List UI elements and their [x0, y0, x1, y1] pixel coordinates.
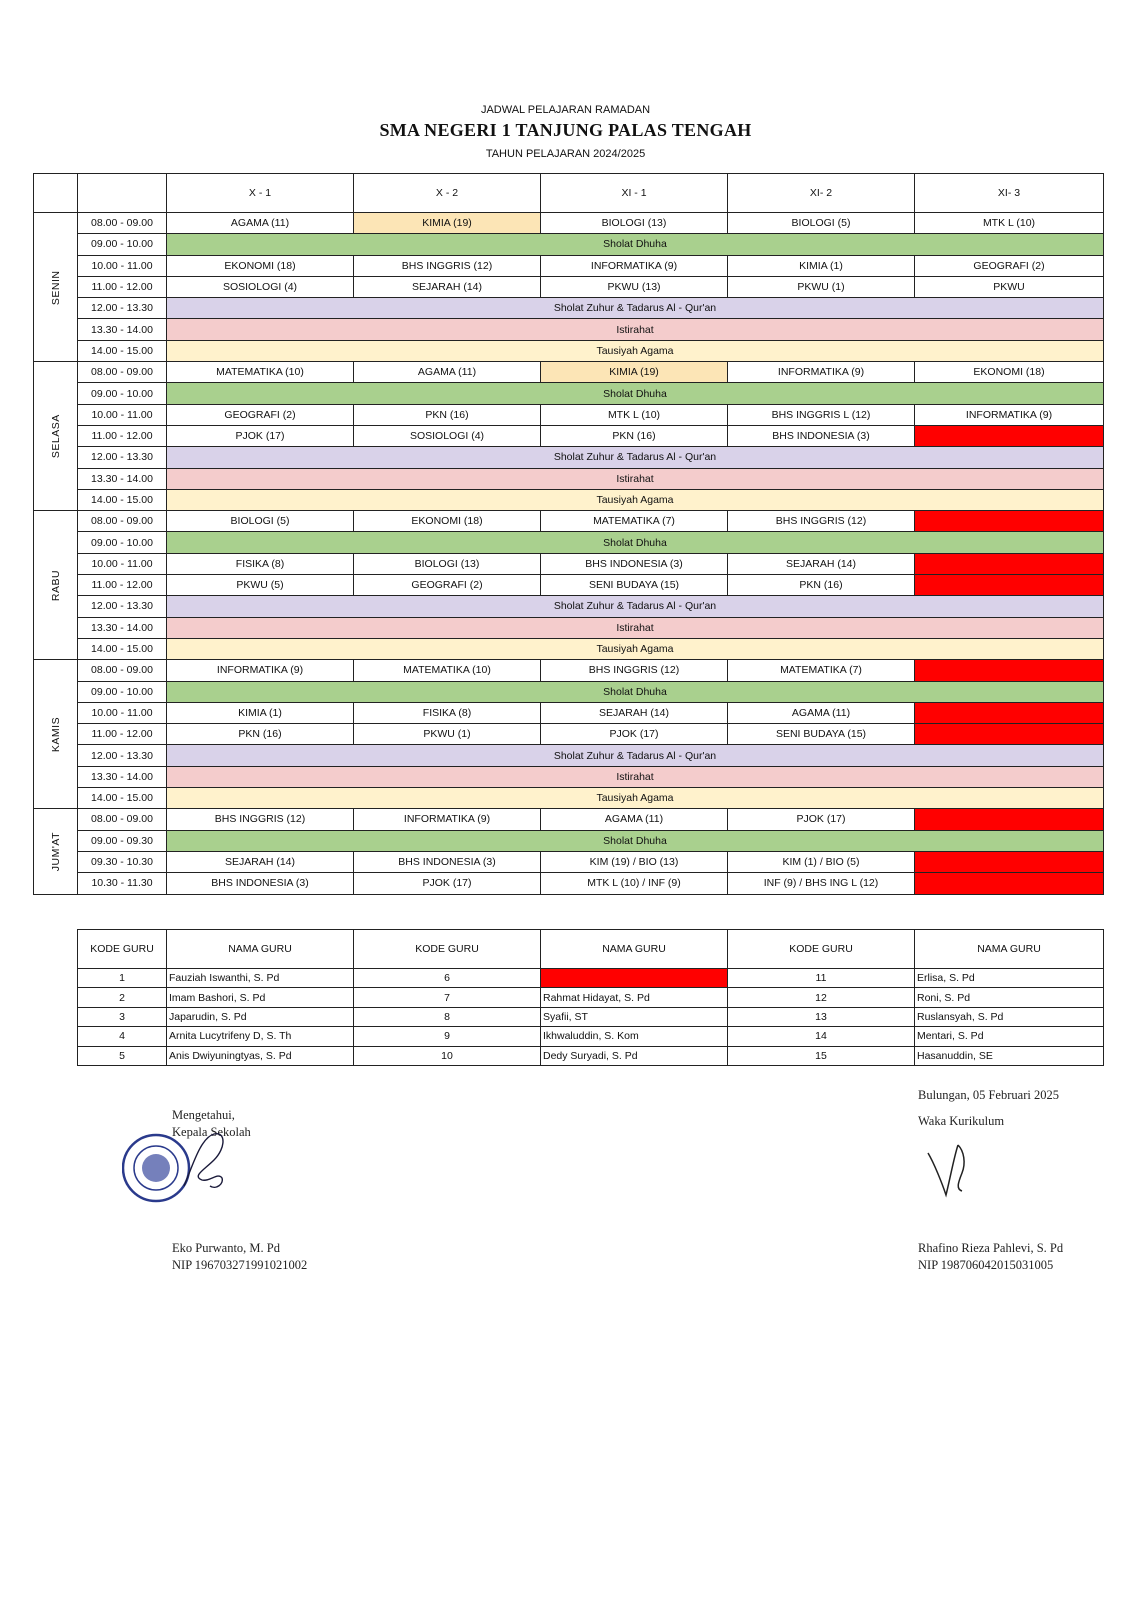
teacher-header-cell: KODE GURU [728, 930, 915, 969]
schedule-row [34, 234, 1104, 255]
subject-cell: EKONOMI (18) [915, 362, 1104, 383]
time-slot: 10.30 - 11.30 [78, 873, 167, 894]
time-slot: 11.00 - 12.00 [78, 575, 167, 596]
subject-cell: GEOGRAFI (2) [915, 255, 1104, 276]
place-date: Bulungan, 05 Februari 2025 [918, 1088, 1059, 1102]
activity-span-cell: Istirahat [167, 319, 1104, 340]
activity-span-cell: Istirahat [167, 468, 1104, 489]
teacher-row [78, 969, 1104, 988]
activity-span-cell: Sholat Dhuha [167, 234, 1104, 255]
principal-name: Eko Purwanto, M. Pd [172, 1241, 280, 1255]
subject-cell: INFORMATIKA (9) [728, 362, 915, 383]
time-slot: 12.00 - 13.30 [78, 596, 167, 617]
schedule-row [34, 276, 1104, 297]
teacher-code-table [77, 929, 1104, 1066]
schedule-row [34, 489, 1104, 510]
schedule-row [34, 447, 1104, 468]
schedule-row [34, 788, 1104, 809]
subject-cell: PKN (16) [354, 404, 541, 425]
teacher-code: 10 [354, 1046, 541, 1065]
teacher-header-cell: NAMA GURU [167, 930, 354, 969]
teacher-row [78, 1027, 1104, 1046]
subject-cell [915, 425, 1104, 446]
teacher-row [78, 988, 1104, 1007]
teacher-name: Ruslansyah, S. Pd [915, 1007, 1104, 1026]
subject-cell [915, 660, 1104, 681]
schedule-row [34, 511, 1104, 532]
subject-cell: PJOK (17) [167, 425, 354, 446]
subject-cell: INFORMATIKA (9) [167, 660, 354, 681]
subject-cell: BHS INGGRIS (12) [167, 809, 354, 830]
activity-span-cell: Sholat Zuhur & Tadarus Al - Qur'an [167, 298, 1104, 319]
approval-block-right [918, 1088, 1059, 1131]
time-slot: 11.00 - 12.00 [78, 724, 167, 745]
schedule-row [34, 553, 1104, 574]
activity-span-cell: Sholat Zuhur & Tadarus Al - Qur'an [167, 745, 1104, 766]
teacher-row [78, 1007, 1104, 1026]
time-slot: 08.00 - 09.00 [78, 660, 167, 681]
curriculum-signature-block [918, 1241, 1063, 1275]
schedule-row [34, 532, 1104, 553]
schedule-caption: JADWAL PELAJARAN RAMADAN [480, 104, 651, 116]
curriculum-nip: NIP 198706042015031005 [918, 1258, 1054, 1272]
class-header: XI- 3 [915, 174, 1104, 213]
schedule-row [34, 766, 1104, 787]
schedule-row [34, 383, 1104, 404]
day-label: RABU [34, 511, 78, 660]
time-slot: 10.00 - 11.00 [78, 553, 167, 574]
time-slot: 08.00 - 09.00 [78, 809, 167, 830]
time-slot: 14.00 - 15.00 [78, 638, 167, 659]
subject-cell: BHS INGGRIS (12) [354, 255, 541, 276]
teacher-header-cell: KODE GURU [78, 930, 167, 969]
curriculum-signature-icon [924, 1139, 984, 1204]
teacher-header-cell: NAMA GURU [541, 930, 728, 969]
subject-cell: KIMIA (1) [728, 255, 915, 276]
time-slot: 10.00 - 11.00 [78, 702, 167, 723]
subject-cell: SEJARAH (14) [354, 276, 541, 297]
subject-cell: FISIKA (8) [167, 553, 354, 574]
schedule-row [34, 830, 1104, 851]
time-slot: 14.00 - 15.00 [78, 489, 167, 510]
activity-span-cell: Istirahat [167, 617, 1104, 638]
subject-cell: SOSIOLOGI (4) [167, 276, 354, 297]
activity-span-cell: Istirahat [167, 766, 1104, 787]
subject-cell [915, 873, 1104, 894]
time-slot: 08.00 - 09.00 [78, 362, 167, 383]
activity-span-cell: Sholat Zuhur & Tadarus Al - Qur'an [167, 596, 1104, 617]
schedule-row [34, 425, 1104, 446]
subject-cell: PKWU (5) [167, 575, 354, 596]
activity-span-cell: Sholat Dhuha [167, 532, 1104, 553]
subject-cell: AGAMA (11) [541, 809, 728, 830]
schedule-row [34, 809, 1104, 830]
time-header-cell [78, 174, 167, 213]
principal-nip: NIP 196703271991021002 [172, 1258, 308, 1272]
teacher-code: 9 [354, 1027, 541, 1046]
schedule-row [34, 745, 1104, 766]
schedule-row [34, 404, 1104, 425]
teacher-name: Japarudin, S. Pd [167, 1007, 354, 1026]
subject-cell: AGAMA (11) [354, 362, 541, 383]
teacher-code: 15 [728, 1046, 915, 1065]
time-slot: 12.00 - 13.30 [78, 447, 167, 468]
subject-cell: BHS INDONESIA (3) [728, 425, 915, 446]
schedule-row [34, 724, 1104, 745]
teacher-code: 4 [78, 1027, 167, 1046]
subject-cell: BHS INGGRIS (12) [541, 660, 728, 681]
subject-cell: PKWU (1) [354, 724, 541, 745]
subject-cell: MTK L (10) [541, 404, 728, 425]
subject-cell: FISIKA (8) [354, 702, 541, 723]
schedule-table [33, 173, 1104, 895]
schedule-row [34, 702, 1104, 723]
activity-span-cell: Sholat Zuhur & Tadarus Al - Qur'an [167, 447, 1104, 468]
subject-cell: INFORMATIKA (9) [354, 809, 541, 830]
activity-span-cell: Sholat Dhuha [167, 830, 1104, 851]
teacher-code: 14 [728, 1027, 915, 1046]
subject-cell: INF (9) / BHS ING L (12) [728, 873, 915, 894]
teacher-header-cell: KODE GURU [354, 930, 541, 969]
academic-year: TAHUN PELAJARAN 2024/2025 [485, 148, 646, 160]
teacher-code: 7 [354, 988, 541, 1007]
schedule-row [34, 340, 1104, 361]
activity-span-cell: Sholat Dhuha [167, 681, 1104, 702]
teacher-header-cell: NAMA GURU [915, 930, 1104, 969]
subject-cell: PKN (16) [167, 724, 354, 745]
acknowledged-label: Mengetahui, [172, 1108, 235, 1122]
teacher-code: 13 [728, 1007, 915, 1026]
subject-cell: MATEMATIKA (7) [541, 511, 728, 532]
time-slot: 10.00 - 11.00 [78, 404, 167, 425]
teacher-name: Dedy Suryadi, S. Pd [541, 1046, 728, 1065]
time-slot: 13.30 - 14.00 [78, 766, 167, 787]
subject-cell: KIMIA (19) [541, 362, 728, 383]
activity-span-cell: Tausiyah Agama [167, 489, 1104, 510]
time-slot: 09.00 - 10.00 [78, 681, 167, 702]
schedule-row [34, 617, 1104, 638]
schedule-row [34, 575, 1104, 596]
schedule-header-row [34, 174, 1104, 213]
teacher-code: 5 [78, 1046, 167, 1065]
time-slot: 13.30 - 14.00 [78, 468, 167, 489]
curriculum-title: Waka Kurikulum [918, 1114, 1005, 1128]
time-slot: 09.00 - 10.00 [78, 234, 167, 255]
school-name: SMA NEGERI 1 TANJUNG PALAS TENGAH [379, 120, 752, 140]
subject-cell: AGAMA (11) [167, 213, 354, 234]
activity-span-cell: Tausiyah Agama [167, 638, 1104, 659]
subject-cell: PKN (16) [541, 425, 728, 446]
class-header: X - 2 [354, 174, 541, 213]
subject-cell: KIMIA (1) [167, 702, 354, 723]
subject-cell [915, 511, 1104, 532]
teacher-name: Anis Dwiyuningtyas, S. Pd [167, 1046, 354, 1065]
subject-cell: BHS INGGRIS L (12) [728, 404, 915, 425]
subject-cell [915, 702, 1104, 723]
teacher-row [78, 1046, 1104, 1065]
teacher-code: 12 [728, 988, 915, 1007]
teacher-code: 8 [354, 1007, 541, 1026]
day-label: KAMIS [34, 660, 78, 809]
teacher-name: Mentari, S. Pd [915, 1027, 1104, 1046]
teacher-name: Arnita Lucytrifeny D, S. Th [167, 1027, 354, 1046]
schedule-row [34, 319, 1104, 340]
subject-cell: PJOK (17) [354, 873, 541, 894]
teacher-name: Ikhwaluddin, S. Kom [541, 1027, 728, 1046]
class-header: X - 1 [167, 174, 354, 213]
time-slot: 14.00 - 15.00 [78, 788, 167, 809]
subject-cell: PJOK (17) [541, 724, 728, 745]
schedule-row [34, 362, 1104, 383]
principal-signature-block [172, 1241, 307, 1275]
subject-cell: SENI BUDAYA (15) [728, 724, 915, 745]
subject-cell: MATEMATIKA (10) [167, 362, 354, 383]
subject-cell: PJOK (17) [728, 809, 915, 830]
subject-cell: INFORMATIKA (9) [541, 255, 728, 276]
time-slot: 08.00 - 09.00 [78, 511, 167, 532]
subject-cell: INFORMATIKA (9) [915, 404, 1104, 425]
teacher-name [541, 969, 728, 988]
time-slot: 10.00 - 11.00 [78, 255, 167, 276]
teacher-name: Hasanuddin, SE [915, 1046, 1104, 1065]
time-slot: 13.30 - 14.00 [78, 617, 167, 638]
curriculum-name: Rhafino Rieza Pahlevi, S. Pd [918, 1241, 1064, 1255]
time-slot: 12.00 - 13.30 [78, 745, 167, 766]
time-slot: 09.30 - 10.30 [78, 851, 167, 872]
subject-cell: BIOLOGI (13) [541, 213, 728, 234]
subject-cell [915, 724, 1104, 745]
activity-span-cell: Sholat Dhuha [167, 383, 1104, 404]
subject-cell: BIOLOGI (13) [354, 553, 541, 574]
time-slot: 14.00 - 15.00 [78, 340, 167, 361]
subject-cell: SENI BUDAYA (15) [541, 575, 728, 596]
teacher-name: Rahmat Hidayat, S. Pd [541, 988, 728, 1007]
time-slot: 08.00 - 09.00 [78, 213, 167, 234]
teacher-name: Syafii, ST [541, 1007, 728, 1026]
subject-cell: GEOGRAFI (2) [354, 575, 541, 596]
teacher-code: 3 [78, 1007, 167, 1026]
subject-cell: KIMIA (19) [354, 213, 541, 234]
subject-cell: EKONOMI (18) [354, 511, 541, 532]
subject-cell: BHS INDONESIA (3) [167, 873, 354, 894]
subject-cell: SEJARAH (14) [167, 851, 354, 872]
schedule-row [34, 298, 1104, 319]
time-slot: 09.00 - 09.30 [78, 830, 167, 851]
subject-cell: BIOLOGI (5) [167, 511, 354, 532]
subject-cell: BHS INGGRIS (12) [728, 511, 915, 532]
schedule-row [34, 213, 1104, 234]
class-header: XI - 1 [541, 174, 728, 213]
subject-cell: BHS INDONESIA (3) [541, 553, 728, 574]
subject-cell [915, 575, 1104, 596]
subject-cell: PKN (16) [728, 575, 915, 596]
subject-cell: BHS INDONESIA (3) [354, 851, 541, 872]
subject-cell: GEOGRAFI (2) [167, 404, 354, 425]
schedule-row [34, 873, 1104, 894]
subject-cell: PKWU [915, 276, 1104, 297]
teacher-code: 2 [78, 988, 167, 1007]
corner-cell [34, 174, 78, 213]
subject-cell: KIM (19) / BIO (13) [541, 851, 728, 872]
day-label: JUM'AT [34, 809, 78, 894]
teacher-code: 11 [728, 969, 915, 988]
teacher-name: Erlisa, S. Pd [915, 969, 1104, 988]
teacher-code: 1 [78, 969, 167, 988]
schedule-row [34, 468, 1104, 489]
teacher-name: Imam Bashori, S. Pd [167, 988, 354, 1007]
subject-cell [915, 851, 1104, 872]
subject-cell: MATEMATIKA (7) [728, 660, 915, 681]
time-slot: 11.00 - 12.00 [78, 276, 167, 297]
time-slot: 09.00 - 10.00 [78, 532, 167, 553]
subject-cell: BIOLOGI (5) [728, 213, 915, 234]
day-label: SELASA [34, 362, 78, 511]
schedule-row [34, 681, 1104, 702]
principal-title: Kepala Sekolah [172, 1125, 251, 1139]
subject-cell: SOSIOLOGI (4) [354, 425, 541, 446]
schedule-row [34, 638, 1104, 659]
time-slot: 09.00 - 10.00 [78, 383, 167, 404]
schedule-row [34, 851, 1104, 872]
subject-cell: MTK L (10) / INF (9) [541, 873, 728, 894]
subject-cell: PKWU (1) [728, 276, 915, 297]
subject-cell: EKONOMI (18) [167, 255, 354, 276]
subject-cell: KIM (1) / BIO (5) [728, 851, 915, 872]
teacher-name: Fauziah Iswanthi, S. Pd [167, 969, 354, 988]
activity-span-cell: Tausiyah Agama [167, 788, 1104, 809]
time-slot: 13.30 - 14.00 [78, 319, 167, 340]
activity-span-cell: Tausiyah Agama [167, 340, 1104, 361]
teacher-name: Roni, S. Pd [915, 988, 1104, 1007]
subject-cell: MATEMATIKA (10) [354, 660, 541, 681]
subject-cell: MTK L (10) [915, 213, 1104, 234]
teacher-code: 6 [354, 969, 541, 988]
subject-cell: AGAMA (11) [728, 702, 915, 723]
school-stamp-icon [122, 1128, 237, 1213]
teacher-header-row [78, 930, 1104, 969]
day-label: SENIN [34, 213, 78, 362]
subject-cell: SEJARAH (14) [728, 553, 915, 574]
subject-cell: SEJARAH (14) [541, 702, 728, 723]
schedule-row [34, 660, 1104, 681]
subject-cell [915, 553, 1104, 574]
time-slot: 12.00 - 13.30 [78, 298, 167, 319]
subject-cell [915, 809, 1104, 830]
schedule-row [34, 255, 1104, 276]
subject-cell: PKWU (13) [541, 276, 728, 297]
class-header: XI- 2 [728, 174, 915, 213]
schedule-row [34, 596, 1104, 617]
time-slot: 11.00 - 12.00 [78, 425, 167, 446]
